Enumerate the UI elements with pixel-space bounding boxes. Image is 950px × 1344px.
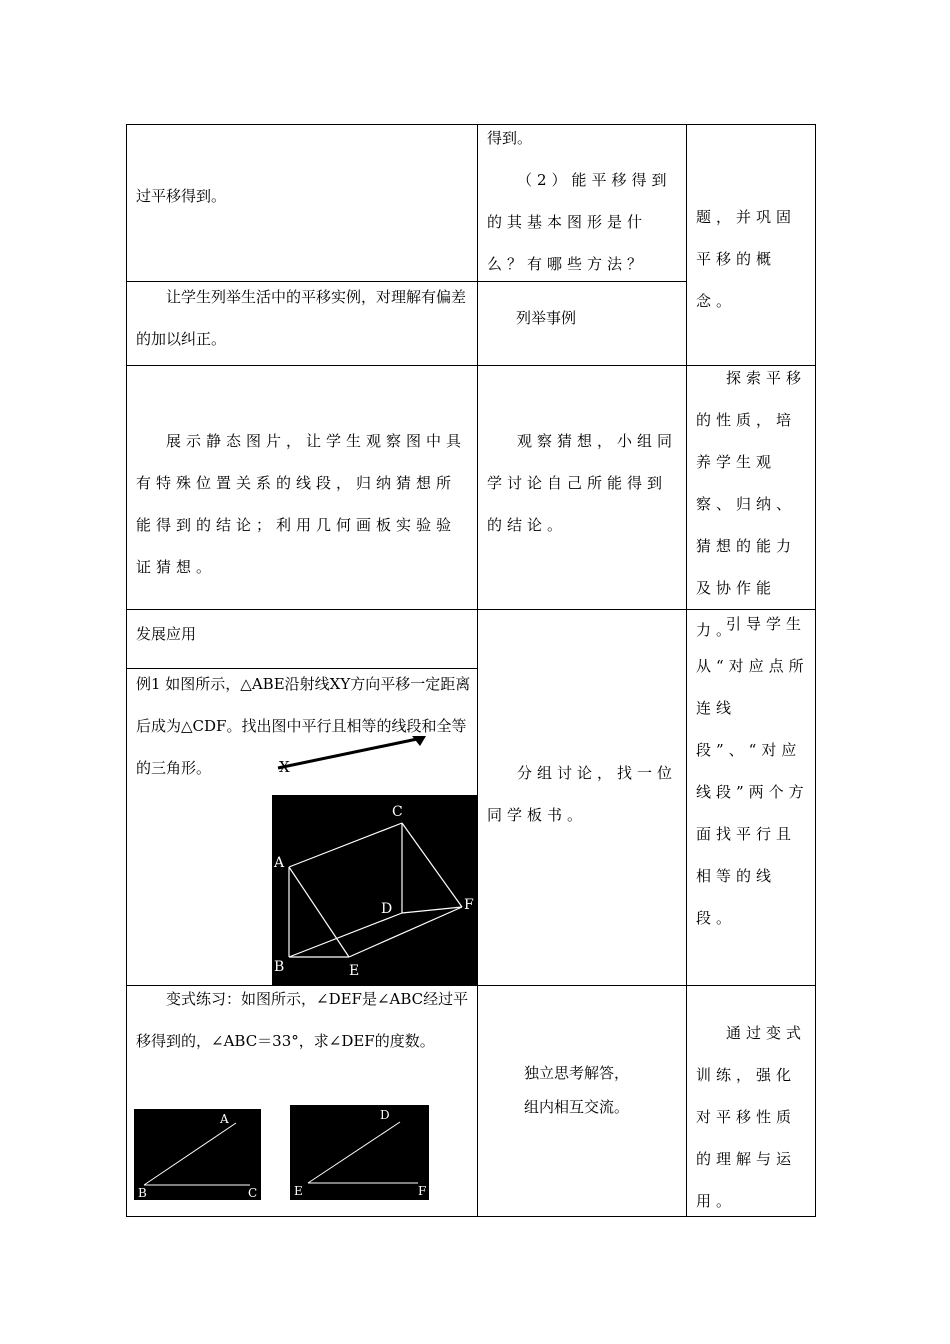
angle-label-b: B xyxy=(138,1186,147,1200)
row1-intent-text: 题，并巩固平移的概念。 xyxy=(696,208,797,310)
ray-label-x: X xyxy=(279,758,290,776)
example-1-text: 例1 如图所示，△ABE沿射线XY方向平移一定距离后成为△CDF。找出图中平行且相等的线段和全等的三角形。 xyxy=(136,675,471,777)
translation-figure xyxy=(272,795,477,985)
table-col-divider-1 xyxy=(477,124,478,1217)
row4-student-text: 分组讨论，找一位同学板书。 xyxy=(487,764,678,824)
row3-intent-text: 探索平移的性质，培养学生观察、归纳、猜想的能力及协作能力。 xyxy=(696,369,807,639)
row3-teacher-text: 展示静态图片，让学生观察图中具有特殊位置关系的线段，归纳猜想所能得到的结论；利用几何画板实验验证猜想。 xyxy=(136,432,467,576)
table-border-left xyxy=(126,124,127,1217)
row5-student-text: 独立思考解答， 组内相互交流。 xyxy=(524,1064,630,1116)
ray-xy-arrow xyxy=(274,732,444,772)
row5-intent-text: 通过变式训练，强化对平移性质的理解与运用。 xyxy=(696,1024,807,1210)
vertex-label-b: B xyxy=(274,959,285,975)
angle-abc-figure xyxy=(134,1109,261,1200)
vertex-label-e: E xyxy=(349,963,360,979)
row1-student-text: 得到。 （2）能平移得到的其基本图形是什么？有哪些方法？ xyxy=(487,129,672,273)
angle-label-d: D xyxy=(380,1108,390,1122)
row2-student-text: 列举事例 xyxy=(516,309,577,327)
row4-intent-text: 引导学生从“对应点所连线段”、“对应线段”两个方面找平行且相等的线段。 xyxy=(696,615,809,927)
vertex-label-c: C xyxy=(392,804,403,820)
table-border-right xyxy=(815,124,816,1217)
vertex-label-f: F xyxy=(464,897,474,913)
vertex-label-d: D xyxy=(381,901,393,917)
angle-label-f: F xyxy=(418,1184,427,1198)
angle-label-e: E xyxy=(294,1184,303,1198)
row2-teacher-text: 让学生列举生活中的平移实例，对理解有偏差的加以纠正。 xyxy=(136,288,467,348)
row1-teacher-text: 过平移得到。 xyxy=(136,187,227,205)
row3-student-text: 观察猜想，小组同学讨论自己所能得到的结论。 xyxy=(487,432,678,534)
variant-exercise-text: 变式练习：如图所示，∠DEF是∠ABC经过平移得到的，∠ABC＝33°，求∠DEF的度数。 xyxy=(136,990,469,1050)
angle-label-c: C xyxy=(248,1186,258,1200)
table-col-divider-2 xyxy=(686,124,687,1217)
section-heading: 发展应用 xyxy=(136,625,197,643)
table-border-top xyxy=(126,124,816,125)
angle-def-figure xyxy=(290,1105,429,1200)
angle-label-a: A xyxy=(220,1112,229,1126)
vertex-label-a: A xyxy=(274,855,285,871)
